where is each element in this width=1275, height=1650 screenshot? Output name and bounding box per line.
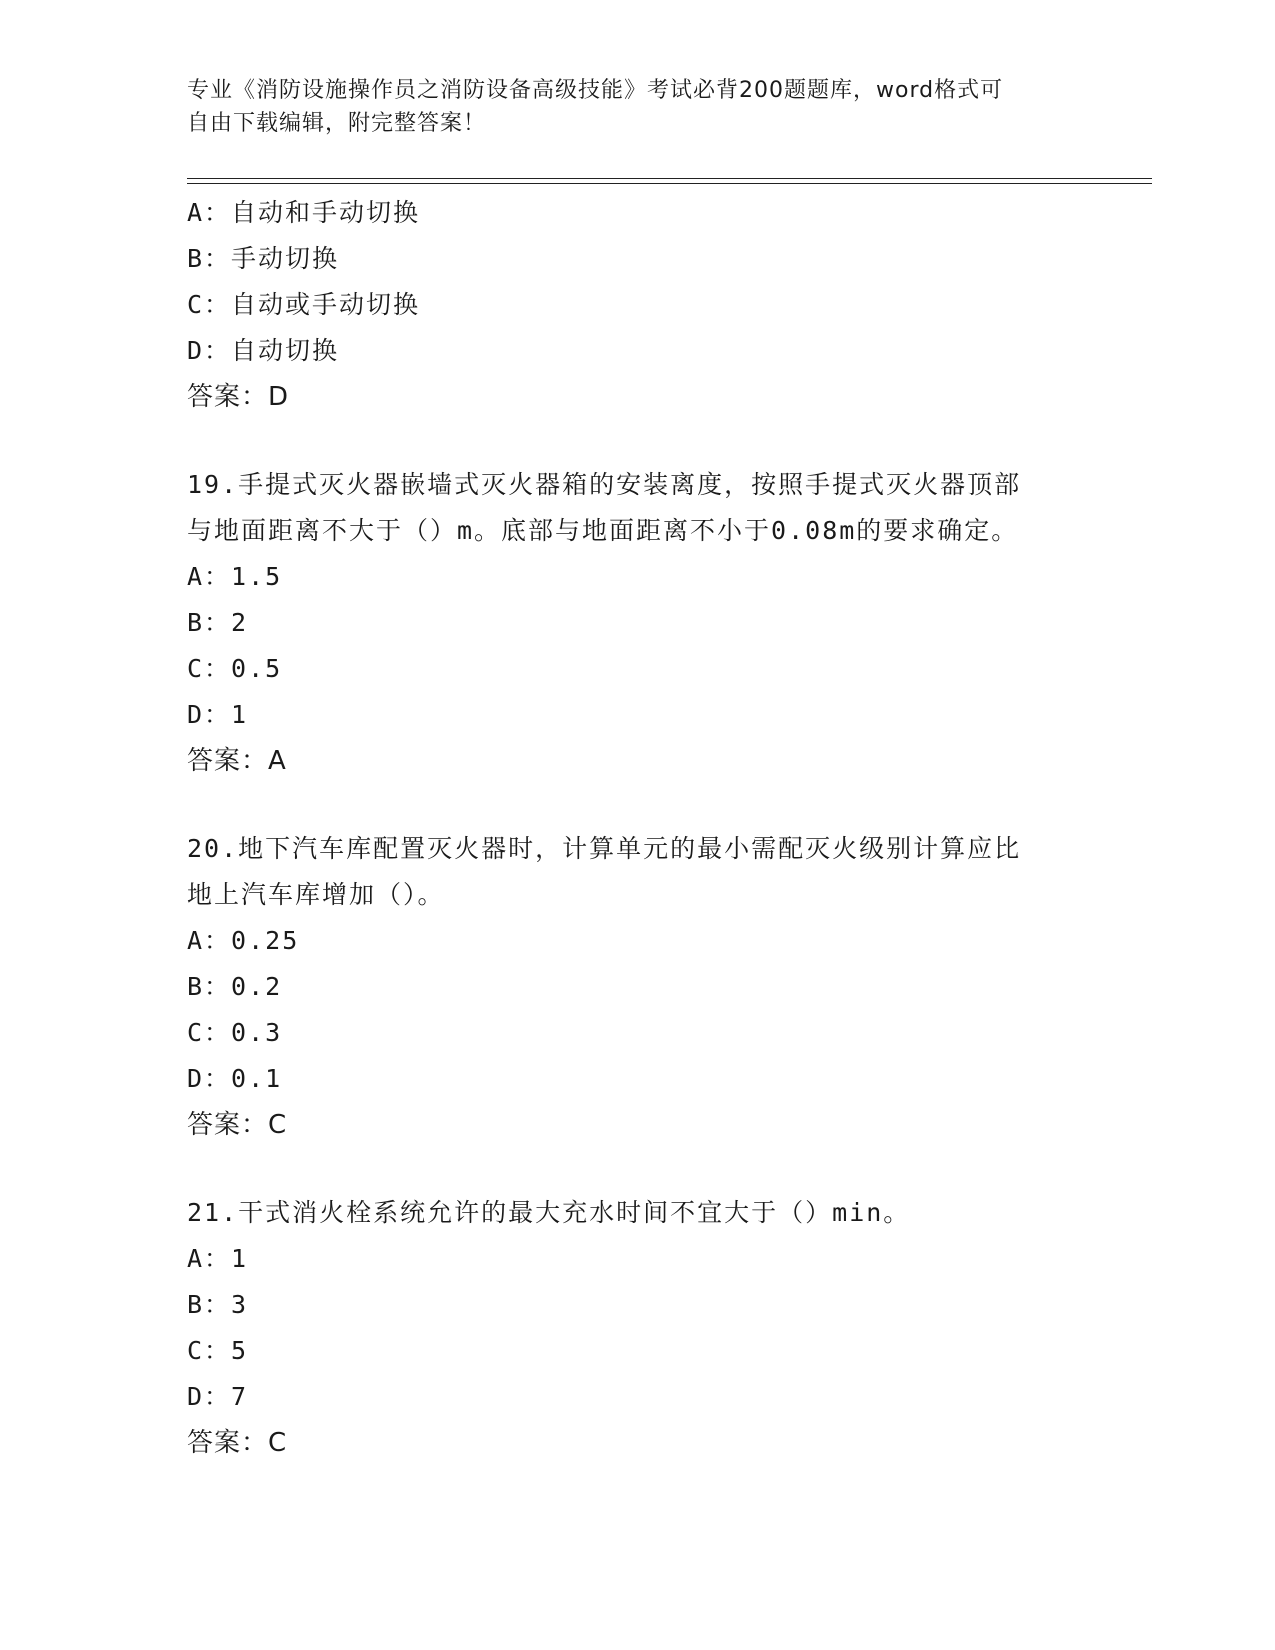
question-20 — [187, 826, 1107, 1148]
question-text-line: 与地面距离不大于（）m。底部与地面距离不小于0.08m的要求确定。 — [187, 516, 1019, 545]
option-d: D：7 — [187, 1382, 249, 1411]
answer-line: 答案：D — [187, 382, 290, 412]
option-c: C：自动或手动切换 — [187, 290, 421, 319]
option-b: B：2 — [187, 608, 249, 637]
option-a: A：自动和手动切换 — [187, 198, 421, 227]
answer-line: 答案：C — [187, 1110, 288, 1140]
option-c: C：0.5 — [187, 654, 283, 683]
option-a: A：1.5 — [187, 562, 283, 591]
spacer — [187, 1148, 1107, 1190]
spacer — [187, 784, 1107, 826]
option-a: A：0.25 — [187, 926, 300, 955]
question-text-line: 21.干式消火栓系统允许的最大充水时间不宜大于（）min。 — [187, 1198, 911, 1227]
header-line-2: 自由下载编辑，附完整答案！ — [187, 111, 487, 136]
option-d: D：0.1 — [187, 1064, 283, 1093]
question-list — [187, 190, 1107, 1466]
document-header — [187, 74, 1067, 140]
option-b: B：3 — [187, 1290, 249, 1319]
question-text-line: 20.地下汽车库配置灭火器时，计算单元的最小需配灭火级别计算应比 — [187, 834, 1022, 863]
option-d: D：自动切换 — [187, 336, 340, 365]
spacer — [187, 420, 1107, 462]
answer-line: 答案：A — [187, 746, 287, 776]
question-18-continuation — [187, 190, 1107, 420]
question-21 — [187, 1190, 1107, 1466]
option-c: C：0.3 — [187, 1018, 283, 1047]
question-19 — [187, 462, 1107, 784]
answer-line: 答案：C — [187, 1428, 288, 1458]
question-text-line: 19.手提式灭火器嵌墙式灭火器箱的安装离度，按照手提式灭火器顶部 — [187, 470, 1022, 499]
header-line-1: 专业《消防设施操作员之消防设备高级技能》考试必背200题题库，word格式可 — [187, 78, 1004, 103]
header-divider-bottom — [187, 183, 1152, 184]
option-c: C：5 — [187, 1336, 249, 1365]
question-text-line: 地上汽车库增加（）。 — [187, 880, 445, 909]
option-d: D：1 — [187, 700, 249, 729]
header-divider-top — [187, 178, 1152, 179]
option-b: B：手动切换 — [187, 244, 340, 273]
option-b: B：0.2 — [187, 972, 283, 1001]
option-a: A：1 — [187, 1244, 249, 1273]
